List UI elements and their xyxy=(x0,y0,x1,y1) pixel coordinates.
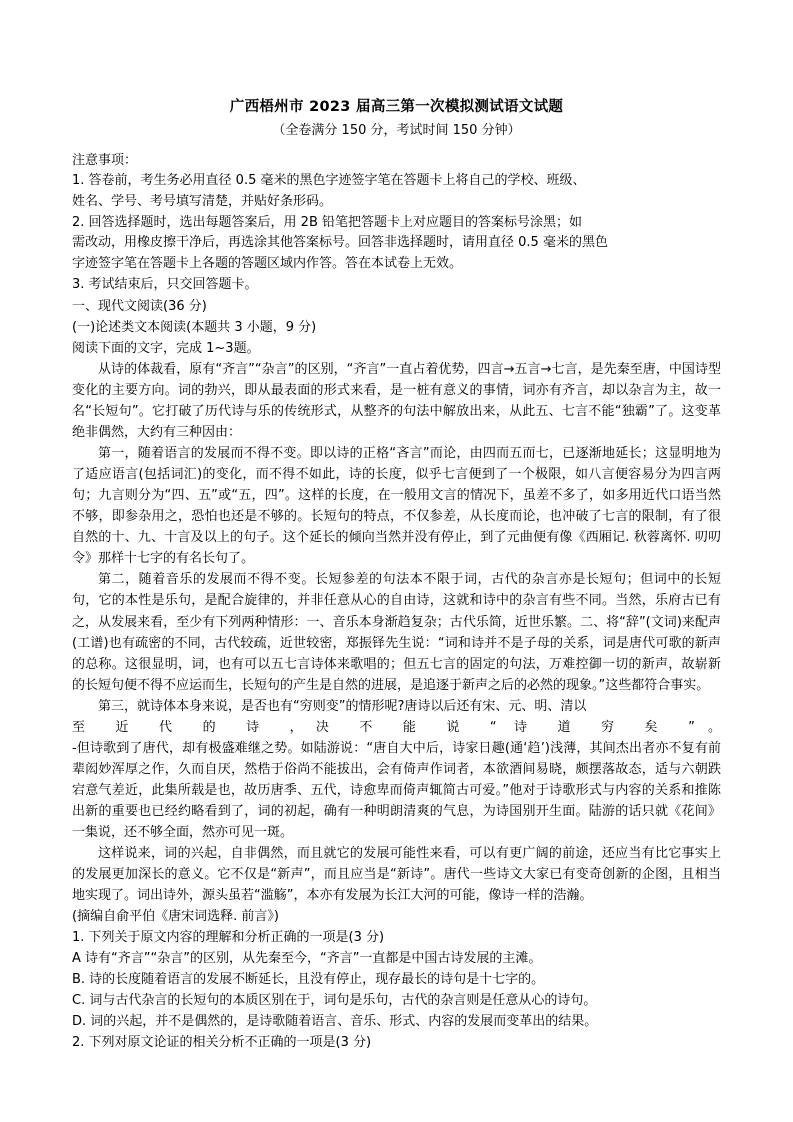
notice-item: 1. 答卷前，考生务必用直径 0.5 毫米的黑色字迹签字笔在答题卡上将自己的学校、班级、 xyxy=(72,173,586,189)
body-paragraph: 这样说来，词的兴起，自非偶然，而且就它的发展可能性来看，可以有更广阔的前途，还应当有比它事实上的发展更加深长的意义。它不仅是“新声”，而且应当是“新诗”。唐代一些诗文大家已有变奇创新的企图，且相当地实现了。词出诗外，源头虽若“滥觞”，本亦有发展为长江大河的可能，像诗一样的浩瀚。 xyxy=(72,846,721,904)
body-paragraph: 第三，就诗体本身来说，是否也有“穷则变”的情形呢?唐诗以后还有宋、元、明、清以 xyxy=(98,698,587,714)
notice-heading: 注意事项： xyxy=(72,152,138,168)
notice-item: 2. 回答选择题时，选出每题答案后，用 2B 铅笔把答题卡上对应题目的答案标号涂黑；如 xyxy=(72,214,582,230)
page-title: 广西梧州市 2023 届高三第一次模拟测试语文试题 xyxy=(229,99,564,115)
source-line: (摘编自俞平伯《唐宋词选释. 前言》) xyxy=(72,909,279,925)
reading-instruction: 阅读下面的文字，完成 1~3题。 xyxy=(72,340,260,356)
question-option: A 诗有“齐言”“杂言”的区别，从先秦至今，“齐言”一直都是中国古诗发展的主滩。 xyxy=(72,951,542,967)
sub-heading: (一)论述类文本阅读(本题共 3 小题，9 分) xyxy=(72,319,317,335)
notice-item: 字迹签字笔在答题卡上各题的答题区域内作答。答在本试卷上无效。 xyxy=(72,256,463,272)
body-paragraph: -但诗歌到了唐代，却有极盛难继之势。如陆游说：“唐自大中后，诗家日趣(通‘趋’)浅薄，其间杰出者亦不复有前辈闳妙浑厚之作，久而自厌，然梏于俗尚不能拔出，会有倚声作词者，本欲酒间易晓，颇摆落故态，适与六朝跌宕意气差近，此集所载是也，故历唐季、五代，诗愈卑而倚声辄简古可爱。”他对于诗歌形式与内容的关系和推陈出新的重要也已经约略看到了，词的初起，确有一种明朗清爽的气息，为诗国别开生面。陆游的话只就《花间》一集说，还不够全面，然亦可见一斑。 xyxy=(72,740,721,840)
notice-item: 姓名、学号、考号填写清楚，并贴好条形码。 xyxy=(72,193,333,209)
question-option: B. 诗的长度随着语言的发展不断延长，且没有停止，现存最长的诗句是十七字的。 xyxy=(72,972,545,988)
notice-item: 需改动，用橡皮擦干净后，再选涂其他答案标号。回答非选择题时，请用直径 0.5 毫米的黑色 xyxy=(72,235,608,251)
page-subtitle: （全卷满分 150 分，考试时间 150 分钟） xyxy=(272,123,521,139)
question-stem: 2. 下列对原文论证的相关分析不正确的一项是(3 分) xyxy=(72,1035,372,1051)
notice-item: 3. 考试结束后，只交回答题卡。 xyxy=(72,277,258,293)
body-paragraph: 第一，随着语言的发展而不得不变。即以诗的正格“吝言”而论，由四而五而七，已逐渐地延长；这显明地为了适应语言(包括词汇)的变化，而不得不如此，诗的长度，似乎七言便到了一个极限，如八言便容易分为四言两句；九言则分为“四、五”或“五，四”。这样的长度，在一般用文言的情况下，虽差不多了，如多用近代口语当然不够，即参杂用之，恐怕也还是不够的。长短句的特点，不仅参差，从长度而论，也冲破了七言的限制，有了很自然的十、九、十言及以上的句子。这个延长的倾向当然并没有停止，到了元曲便有像《西厢记. 秋蓉离怀. 叨叨令》那样十七字的有名长句了。 xyxy=(72,446,721,567)
question-option: D. 词的兴起，并不是偶然的，是诗歌随着语言、音乐、形式、内容的发展而变革出的结果。 xyxy=(72,1014,598,1030)
body-paragraph-spread: 至 近 代 的 诗 ，决 不 能 说 “ 诗 道 穷 矣 ”。 xyxy=(72,719,721,735)
body-paragraph: 从诗的体裁看，原有“齐言”“杂言”的区别，“齐言”一直占着优势，四言→五言→七言，是先秦至唐，中国诗型变化的主要方向。词的勃兴，即从最表面的形式来看，是一桩有意义的事情，词亦有齐言，却以杂言为主，故一名“长短句”。它打破了历代诗与乐的传统形式，从整齐的句法中解放出来，从此五、七言不能“独霸”了。这变革绝非偶然，大约有三种因由： xyxy=(72,361,721,441)
question-stem: 1. 下列关于原文内容的理解和分析正确的一项是(3 分) xyxy=(72,930,385,946)
part-one-heading: 一、现代文阅读(36 分) xyxy=(72,298,207,314)
body-paragraph: 第二，随着音乐的发展而不得不变。长短参差的句法本不限于词，古代的杂言亦是长短句；但词中的长短句，它的本性是乐句，是配合旋律的，并非任意从心的自由诗，这就和诗中的杂言有些不同。当然，乐府古已有之，从发展来看，至少有下列两种情形：一、音乐本身渐趋复杂；古代乐简，近世乐繁。二、将“辞”(文词)来配声(工谱)也有疏密的不同，古代较疏，近世较密，郑振铎先生说：“词和诗并不是子母的关系，词是唐代可歌的新声的总称。这很显明，词，也有可以五七言诗体来歌唱的；但五七言的固定的句法，万难控御一切的新声，故崭新的长短句便不得不应运而生，长短句的产生是自然的进展，是追逐于新声之后的必然的现象。”这些都符合事实。 xyxy=(72,572,721,693)
question-option: C. 词与古代杂言的长短句的本质区别在于，词句是乐句，古代的杂言则是任意从心的诗句。 xyxy=(72,993,597,1009)
